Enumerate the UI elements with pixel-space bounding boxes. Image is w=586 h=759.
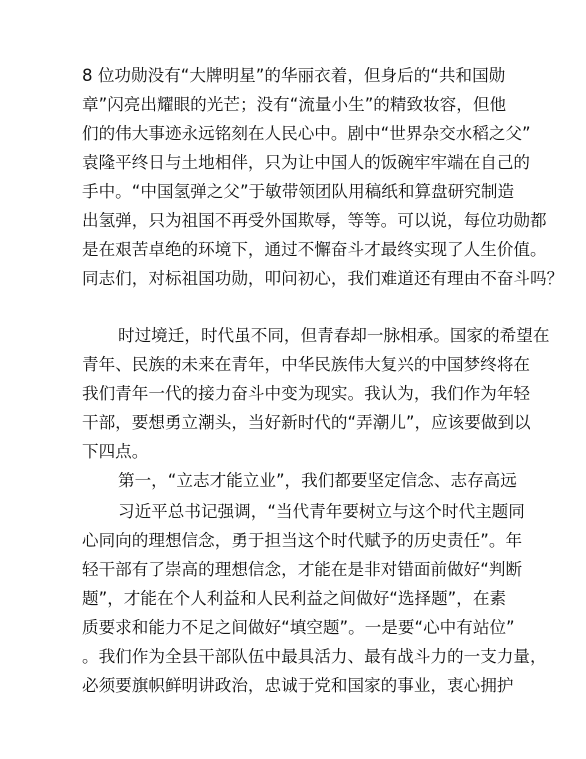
paragraph-2-line-2: 青年、民族的未来在青年，中华民族伟大复兴的中国梦终将在 xyxy=(82,355,531,374)
paragraph-1-line-1: 8 位功勋没有“大牌明星”的华丽衣着，但身后的“共和国勋 xyxy=(82,66,506,85)
paragraph-2-line-1: 时过境迁，时代虽不同，但青春却一脉相承。国家的希望在 xyxy=(118,326,550,345)
paragraph-3-line-5: 质要求和能力不足之间做好“填空题”。一是要“心中有站位” xyxy=(82,618,515,637)
paragraph-1-line-4: 袁隆平终日与土地相伴，只为让中国人的饭碗牢牢端在自己的 xyxy=(82,153,531,172)
paragraph-1-line-5: 手中。“中国氢弹之父”于敏带领团队用稿纸和算盘研究制造 xyxy=(82,182,515,201)
paragraph-3-line-7: 必须要旗帜鲜明讲政治，忠诚于党和国家的事业，衷心拥护 xyxy=(82,676,514,695)
paragraph-3-line-4: 题”，才能在个人利益和人民利益之间做好“选择题”，在素 xyxy=(82,589,507,608)
paragraph-2-line-5: 下四点。 xyxy=(82,442,149,461)
paragraph-1-line-3: 们的伟大事迹永远铭刻在人民心中。剧中“世界杂交水稻之父” xyxy=(82,124,531,143)
paragraph-1-line-8: 同志们，对标祖国功勋，叩问初心，我们难道还有理由不奋斗吗？ xyxy=(82,269,564,288)
paragraph-1-line-6: 出氢弹，只为祖国不再受外国欺辱，等等。可以说，每位功勋都 xyxy=(82,211,547,230)
paragraph-1-line-2: 章”闪亮出耀眼的光芒；没有“流量小生”的精致妆容，但他 xyxy=(82,95,507,114)
paragraph-3-line-6: 。我们作为全县干部队伍中最具活力、最有战斗力的一支力量， xyxy=(82,647,547,666)
paragraph-3-line-1: 习近平总书记强调，“当代青年要树立与这个时代主题同 xyxy=(118,502,525,521)
paragraph-3-line-3: 轻干部有了崇高的理想信念，才能在是非对错面前做好“判断 xyxy=(82,560,523,579)
paragraph-3-line-2: 心同向的理想信念，勇于担当这个时代赋予的历史责任”。年 xyxy=(82,531,523,550)
paragraph-2-line-3: 我们青年一代的接力奋斗中变为现实。我认为，我们作为年轻 xyxy=(82,384,531,403)
paragraph-1-line-7: 是在艰苦卓绝的环境下，通过不懈奋斗才最终实现了人生价值。 xyxy=(82,240,547,259)
paragraph-2-line-4: 干部，要想勇立潮头，当好新时代的“弄潮儿”，应该要做到以 xyxy=(82,413,531,432)
section-heading: 第一，“立志才能立业”，我们都要坚定信念、志存高远 xyxy=(118,471,517,490)
